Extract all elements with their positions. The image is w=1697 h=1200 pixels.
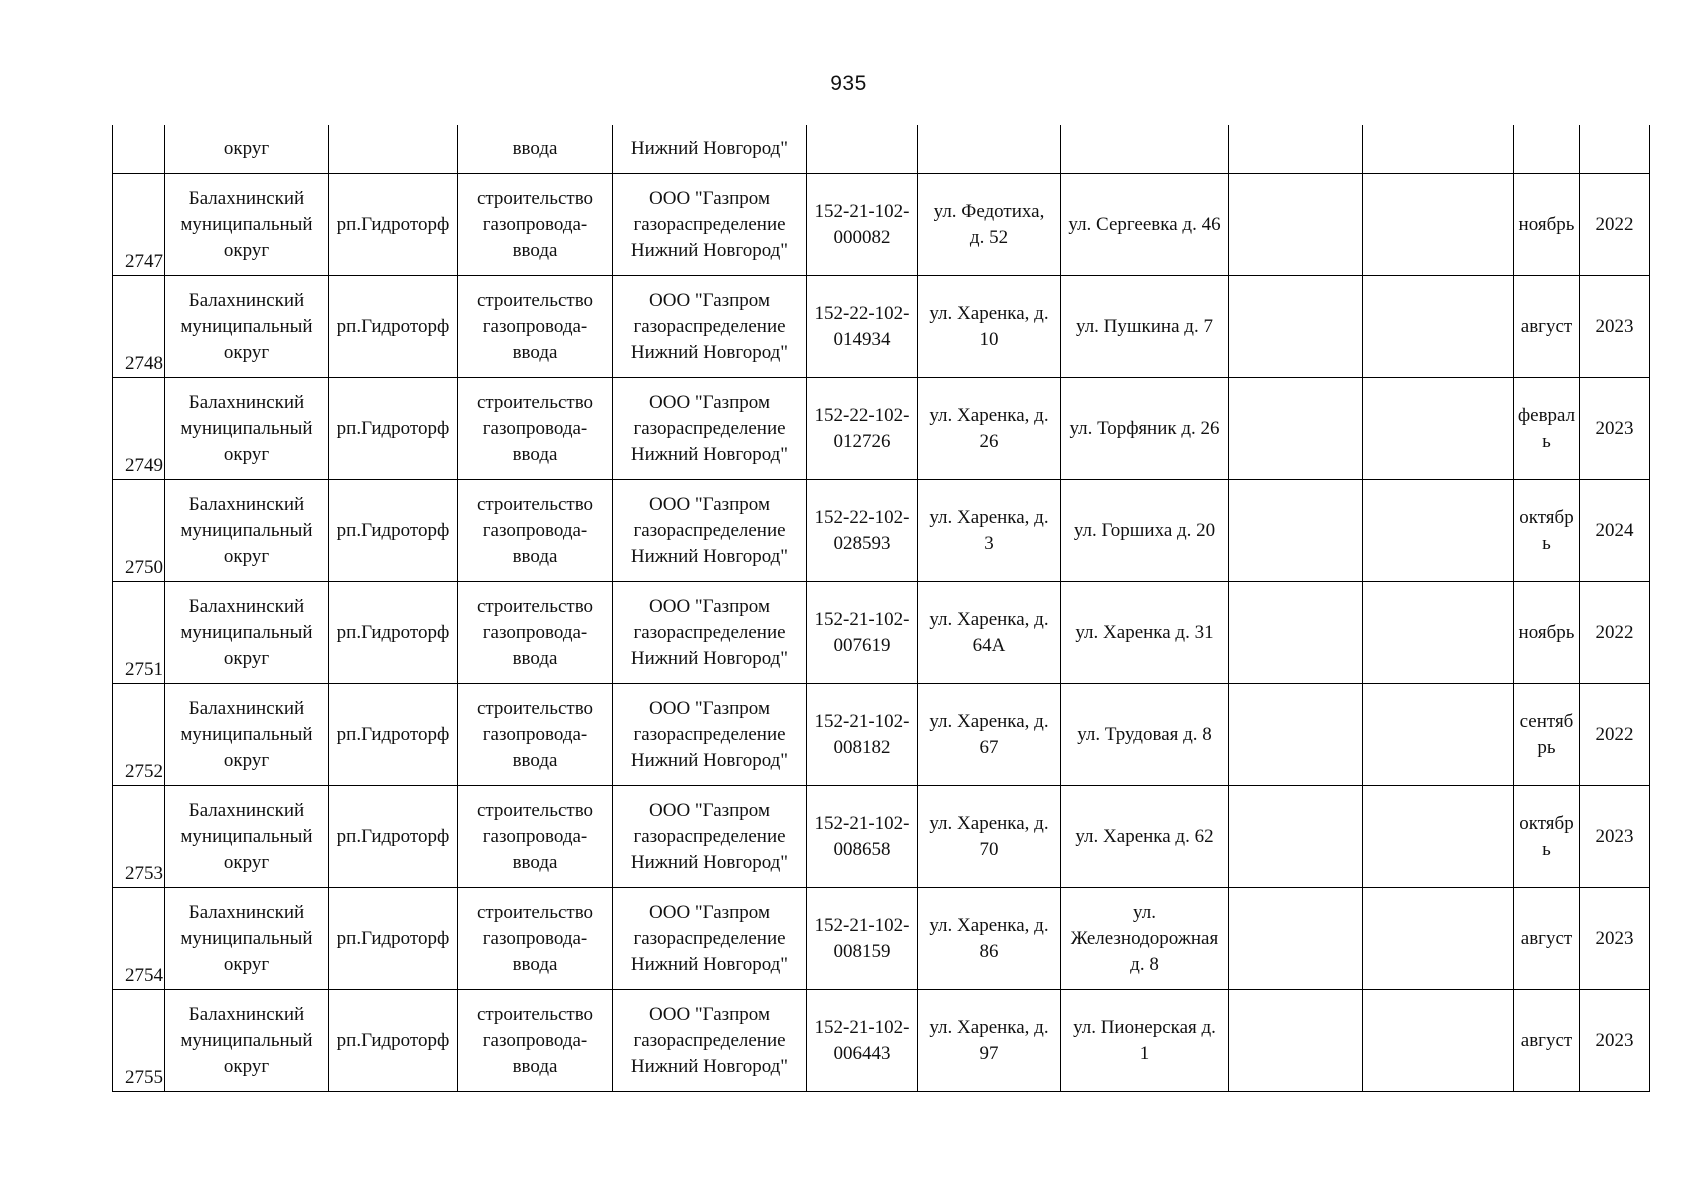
cell-org-text: ООО "Газпром газораспределение Нижний Новгород": [630, 1003, 789, 1077]
table-row: [113, 276, 1650, 378]
cell-org: [613, 888, 807, 990]
cell-site-text: ул. Харенка, д. 70: [929, 812, 1049, 860]
cell-project-text: 152-21-102- 006443: [814, 1016, 910, 1064]
cell-empty-1: [1229, 378, 1363, 480]
cell-work: [458, 786, 613, 888]
table-row: [113, 888, 1650, 990]
cell-site: [918, 990, 1061, 1092]
cell-district: округ: [165, 125, 329, 174]
cell-address: [1061, 990, 1229, 1092]
cell-district-text: Балахнинский муниципальный округ: [180, 1003, 313, 1077]
cell-district-text: Балахнинский муниципальный округ: [180, 799, 313, 873]
cell-empty-1: [1229, 276, 1363, 378]
table-row: [113, 378, 1650, 480]
cell-num: [113, 888, 165, 990]
cell-address-text: ул. Трудовая д. 8: [1077, 723, 1212, 745]
cell-empty-2: [1363, 125, 1514, 174]
cell-num: [113, 582, 165, 684]
cell-district-text: Балахнинский муниципальный округ: [180, 391, 313, 465]
cell-work: ввода: [458, 125, 613, 174]
cell-settlement-text: рп.Гидроторф: [336, 621, 450, 643]
cell-site-text: ул. Харенка, д. 10: [929, 302, 1049, 350]
cell-site: [918, 786, 1061, 888]
cell-empty-2: [1363, 786, 1514, 888]
cell-site-text: ул. Харенка, д. 86: [929, 914, 1049, 962]
cell-year-text: 2023: [1595, 1029, 1634, 1051]
cell-settlement: [329, 125, 458, 174]
cell-site: [918, 125, 1061, 174]
cell-year-text: 2022: [1595, 621, 1634, 643]
cell-org: [613, 684, 807, 786]
cell-work-text: строительство газопровода- ввода: [476, 187, 594, 261]
cell-settlement-text: рп.Гидроторф: [336, 213, 450, 235]
cell-district-text: Балахнинский муниципальный округ: [180, 187, 313, 261]
cell-site: [918, 378, 1061, 480]
cell-settlement-text: рп.Гидроторф: [336, 519, 450, 541]
cell-address: [1061, 888, 1229, 990]
cell-address: [1061, 378, 1229, 480]
cell-month-text: ноябрь: [1518, 621, 1575, 643]
cell-org: [613, 276, 807, 378]
cell-district: [165, 378, 329, 480]
cell-site: [918, 888, 1061, 990]
cell-settlement: [329, 582, 458, 684]
cell-district: [165, 480, 329, 582]
cell-year-text: 2024: [1595, 519, 1634, 541]
table-row-continued: [113, 125, 1650, 174]
cell-org-text: ООО "Газпром газораспределение Нижний Новгород": [630, 595, 789, 669]
cell-num: [113, 276, 165, 378]
cell-project-text: 152-21-102- 008658: [814, 812, 910, 860]
cell-district-text: Балахнинский муниципальный округ: [180, 901, 313, 975]
cell-num-text: 2751: [125, 659, 163, 680]
table-row: [113, 582, 1650, 684]
cell-district: [165, 276, 329, 378]
cell-org-text: ООО "Газпром газораспределение Нижний Новгород": [630, 799, 789, 873]
cell-num: [113, 174, 165, 276]
cell-num-text: 2755: [125, 1067, 163, 1088]
cell-month-text: сентяб рь: [1519, 710, 1574, 758]
cell-empty-1: [1229, 480, 1363, 582]
cell-work: [458, 990, 613, 1092]
cell-month-text: август: [1520, 1029, 1573, 1051]
cell-district-text: Балахнинский муниципальный округ: [180, 493, 313, 567]
cell-site: [918, 582, 1061, 684]
cell-num-text: 2752: [125, 761, 163, 782]
cell-address: [1061, 582, 1229, 684]
cell-empty-2: [1363, 888, 1514, 990]
cell-empty-1: [1229, 125, 1363, 174]
cell-address-text: ул. Сергеевка д. 46: [1068, 213, 1221, 235]
cell-month-text: октябр ь: [1519, 506, 1574, 554]
cell-address: [1061, 480, 1229, 582]
cell-district: [165, 888, 329, 990]
cell-project: [807, 378, 918, 480]
cell-empty-2: [1363, 990, 1514, 1092]
cell-num: [113, 480, 165, 582]
cell-month-text: август: [1520, 315, 1573, 337]
cell-num: [113, 125, 165, 174]
cell-project: [807, 480, 918, 582]
cell-year: [1580, 888, 1650, 990]
cell-work-text: строительство газопровода- ввода: [476, 901, 594, 975]
cell-month: [1514, 684, 1580, 786]
table-row: [113, 786, 1650, 888]
cell-address: [1061, 786, 1229, 888]
cell-settlement: [329, 888, 458, 990]
cell-project: [807, 990, 918, 1092]
cell-work: [458, 582, 613, 684]
cell-year: [1580, 276, 1650, 378]
page-number: 935: [830, 72, 867, 95]
cell-work: [458, 174, 613, 276]
cell-org: [613, 378, 807, 480]
cell-district: [165, 174, 329, 276]
cell-year: [1580, 125, 1650, 174]
cell-empty-2: [1363, 480, 1514, 582]
cell-num-text: 2748: [125, 353, 163, 374]
cell-empty-1: [1229, 174, 1363, 276]
cell-district: [165, 990, 329, 1092]
cell-month: [1514, 582, 1580, 684]
table-row: [113, 480, 1650, 582]
cell-month-text: октябр ь: [1519, 812, 1574, 860]
cell-project: [807, 582, 918, 684]
table-row: [113, 990, 1650, 1092]
cell-address-text: ул. Пушкина д. 7: [1076, 315, 1213, 337]
cell-work-text: строительство газопровода- ввода: [476, 697, 594, 771]
cell-settlement: [329, 786, 458, 888]
cell-year-text: 2023: [1595, 417, 1634, 439]
cell-work-text: строительство газопровода- ввода: [476, 493, 594, 567]
cell-settlement-text: рп.Гидроторф: [336, 825, 450, 847]
cell-project-text: 152-22-102- 014934: [814, 302, 910, 350]
cell-year: [1580, 378, 1650, 480]
cell-org-text: ООО "Газпром газораспределение Нижний Новгород": [630, 901, 789, 975]
cell-site-text: ул. Харенка, д. 64А: [929, 608, 1049, 656]
cell-empty-2: [1363, 378, 1514, 480]
cell-site: [918, 480, 1061, 582]
cell-district: [165, 684, 329, 786]
cell-year-text: 2023: [1595, 315, 1634, 337]
cell-org-text: ООО "Газпром газораспределение Нижний Новгород": [630, 697, 789, 771]
cell-month-text: ноябрь: [1518, 213, 1575, 235]
cell-month-text: август: [1520, 927, 1573, 949]
cell-month: [1514, 888, 1580, 990]
cell-site: [918, 684, 1061, 786]
cell-settlement: [329, 480, 458, 582]
cell-empty-2: [1363, 276, 1514, 378]
cell-address: [1061, 276, 1229, 378]
table-row: [113, 174, 1650, 276]
cell-settlement-text: рп.Гидроторф: [336, 417, 450, 439]
cell-project-text: 152-21-102- 008182: [814, 710, 910, 758]
cell-month: [1514, 125, 1580, 174]
cell-org: Нижний Новгород": [613, 125, 807, 174]
cell-month-text: феврал ь: [1517, 404, 1576, 452]
cell-settlement-text: рп.Гидроторф: [336, 723, 450, 745]
cell-site: [918, 276, 1061, 378]
cell-settlement-text: рп.Гидроторф: [336, 315, 450, 337]
cell-project-text: 152-21-102- 000082: [814, 200, 910, 248]
cell-project: [807, 174, 918, 276]
cell-empty-2: [1363, 684, 1514, 786]
cell-empty-1: [1229, 786, 1363, 888]
cell-settlement: [329, 174, 458, 276]
cell-year: [1580, 582, 1650, 684]
cell-year: [1580, 174, 1650, 276]
cell-year: [1580, 786, 1650, 888]
cell-district-text: Балахнинский муниципальный округ: [180, 595, 313, 669]
cell-month: [1514, 276, 1580, 378]
cell-site-text: ул. Харенка, д. 26: [929, 404, 1049, 452]
cell-settlement: [329, 990, 458, 1092]
cell-work: [458, 684, 613, 786]
cell-empty-1: [1229, 582, 1363, 684]
table-row: [113, 684, 1650, 786]
cell-num: [113, 378, 165, 480]
cell-project: [807, 786, 918, 888]
cell-district-text: Балахнинский муниципальный округ: [180, 289, 313, 363]
cell-year-text: 2023: [1595, 927, 1634, 949]
cell-settlement: [329, 378, 458, 480]
cell-num: [113, 786, 165, 888]
cell-work-text: строительство газопровода- ввода: [476, 289, 594, 363]
cell-num-text: 2753: [125, 863, 163, 884]
gasification-table: [112, 125, 1650, 1092]
cell-month: [1514, 174, 1580, 276]
cell-empty-2: [1363, 174, 1514, 276]
cell-empty-1: [1229, 684, 1363, 786]
cell-address-text: ул. Горшиха д. 20: [1073, 519, 1216, 541]
cell-settlement: [329, 684, 458, 786]
cell-num-text: 2754: [125, 965, 163, 986]
cell-work: [458, 480, 613, 582]
cell-org: [613, 786, 807, 888]
cell-project-text: 152-21-102- 007619: [814, 608, 910, 656]
cell-project-text: 152-21-102- 008159: [814, 914, 910, 962]
cell-num: [113, 684, 165, 786]
cell-project: [807, 125, 918, 174]
cell-org: [613, 990, 807, 1092]
cell-year: [1580, 990, 1650, 1092]
cell-year-text: 2022: [1595, 213, 1634, 235]
cell-year: [1580, 480, 1650, 582]
cell-org: [613, 480, 807, 582]
cell-site-text: ул. Харенка, д. 67: [929, 710, 1049, 758]
cell-settlement-text: рп.Гидроторф: [336, 1029, 450, 1051]
cell-address-text: ул. Харенка д. 62: [1075, 825, 1214, 847]
cell-district: [165, 786, 329, 888]
cell-site-text: ул. Харенка, д. 97: [929, 1016, 1049, 1064]
cell-settlement: [329, 276, 458, 378]
cell-empty-1: [1229, 888, 1363, 990]
cell-address-text: ул. Харенка д. 31: [1075, 621, 1214, 643]
cell-project: [807, 888, 918, 990]
cell-org-text: ООО "Газпром газораспределение Нижний Новгород": [630, 493, 789, 567]
cell-month: [1514, 378, 1580, 480]
cell-address: [1061, 125, 1229, 174]
cell-project-text: 152-22-102- 012726: [814, 404, 910, 452]
cell-address-text: ул. Пионерская д. 1: [1073, 1016, 1216, 1064]
cell-project: [807, 276, 918, 378]
cell-org: [613, 174, 807, 276]
cell-org-text: ООО "Газпром газораспределение Нижний Новгород": [630, 187, 789, 261]
cell-month: [1514, 480, 1580, 582]
cell-project-text: 152-22-102- 028593: [814, 506, 910, 554]
cell-year-text: 2022: [1595, 723, 1634, 745]
cell-year: [1580, 684, 1650, 786]
cell-num-text: 2750: [125, 557, 163, 578]
cell-project: [807, 684, 918, 786]
cell-address-text: ул. Железнодорожная д. 8: [1070, 901, 1219, 975]
cell-empty-2: [1363, 582, 1514, 684]
cell-settlement-text: рп.Гидроторф: [336, 927, 450, 949]
cell-address: [1061, 174, 1229, 276]
cell-month: [1514, 786, 1580, 888]
cell-address-text: ул. Торфяник д. 26: [1069, 417, 1220, 439]
cell-address: [1061, 684, 1229, 786]
cell-num: [113, 990, 165, 1092]
cell-work-text: строительство газопровода- ввода: [476, 1003, 594, 1077]
cell-num-text: 2749: [125, 455, 163, 476]
cell-site: [918, 174, 1061, 276]
cell-month: [1514, 990, 1580, 1092]
cell-site-text: ул. Харенка, д. 3: [929, 506, 1049, 554]
cell-work-text: строительство газопровода- ввода: [476, 391, 594, 465]
cell-year-text: 2023: [1595, 825, 1634, 847]
cell-work: [458, 378, 613, 480]
cell-district: [165, 582, 329, 684]
cell-num-text: 2747: [125, 251, 163, 272]
cell-work: [458, 276, 613, 378]
cell-work-text: строительство газопровода- ввода: [476, 595, 594, 669]
cell-org: [613, 582, 807, 684]
cell-org-text: ООО "Газпром газораспределение Нижний Новгород": [630, 289, 789, 363]
cell-site-text: ул. Федотиха, д. 52: [933, 200, 1045, 248]
cell-work-text: строительство газопровода- ввода: [476, 799, 594, 873]
cell-work: [458, 888, 613, 990]
cell-empty-1: [1229, 990, 1363, 1092]
cell-district-text: Балахнинский муниципальный округ: [180, 697, 313, 771]
cell-org-text: ООО "Газпром газораспределение Нижний Новгород": [630, 391, 789, 465]
